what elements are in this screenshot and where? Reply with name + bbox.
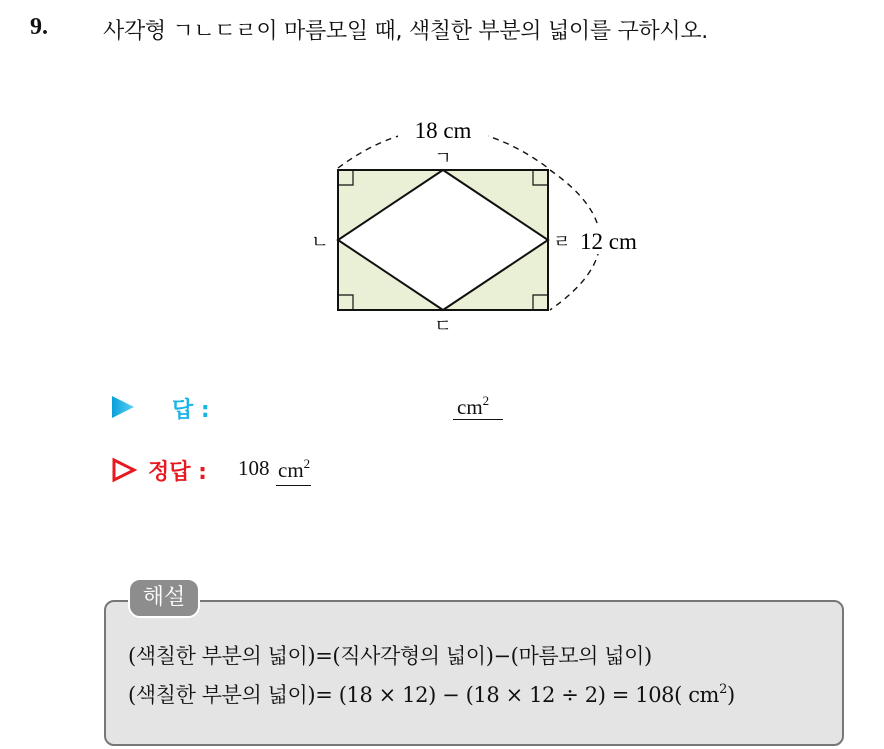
vertex-label-left: ㄴ <box>311 232 329 253</box>
height-label: 12 cm <box>580 229 637 254</box>
correct-answer-row <box>110 452 610 488</box>
outline-arrow-icon <box>110 456 138 484</box>
solution-line-2: (색칠한 부분의 넓이)= (18 × 12) − (18 × 12 ÷ 2) = 108( $cm^2$) <box>128 682 735 707</box>
width-label: 18 cm <box>414 118 472 143</box>
correct-value: 108 <box>238 456 270 480</box>
answer-unit: $cm^2$ <box>457 393 490 419</box>
correct-label: 정답 : <box>148 460 207 485</box>
answer-label: 답 : <box>172 398 210 423</box>
solution-line-1: (색칠한 부분의 넓이)=(직사각형의 넓이)−(마름모의 넓이) <box>128 644 652 668</box>
question-number: 9. <box>30 14 48 40</box>
play-arrow-icon <box>110 394 136 420</box>
solution-box <box>104 600 844 746</box>
question-text: 사각형 ㄱㄴㄷㄹ이 마름모일 때, 색칠한 부분의 넓이를 구하시오. <box>103 19 708 44</box>
vertex-label-right: ㄹ <box>553 232 571 253</box>
solution-tag: 해설 <box>128 578 200 618</box>
correct-unit: $cm^2$ <box>276 456 311 486</box>
vertex-label-top: ㄱ <box>434 148 452 169</box>
rhombus-figure <box>0 0 884 360</box>
vertex-label-bottom: ㄷ <box>434 316 452 337</box>
answer-row <box>110 390 610 426</box>
